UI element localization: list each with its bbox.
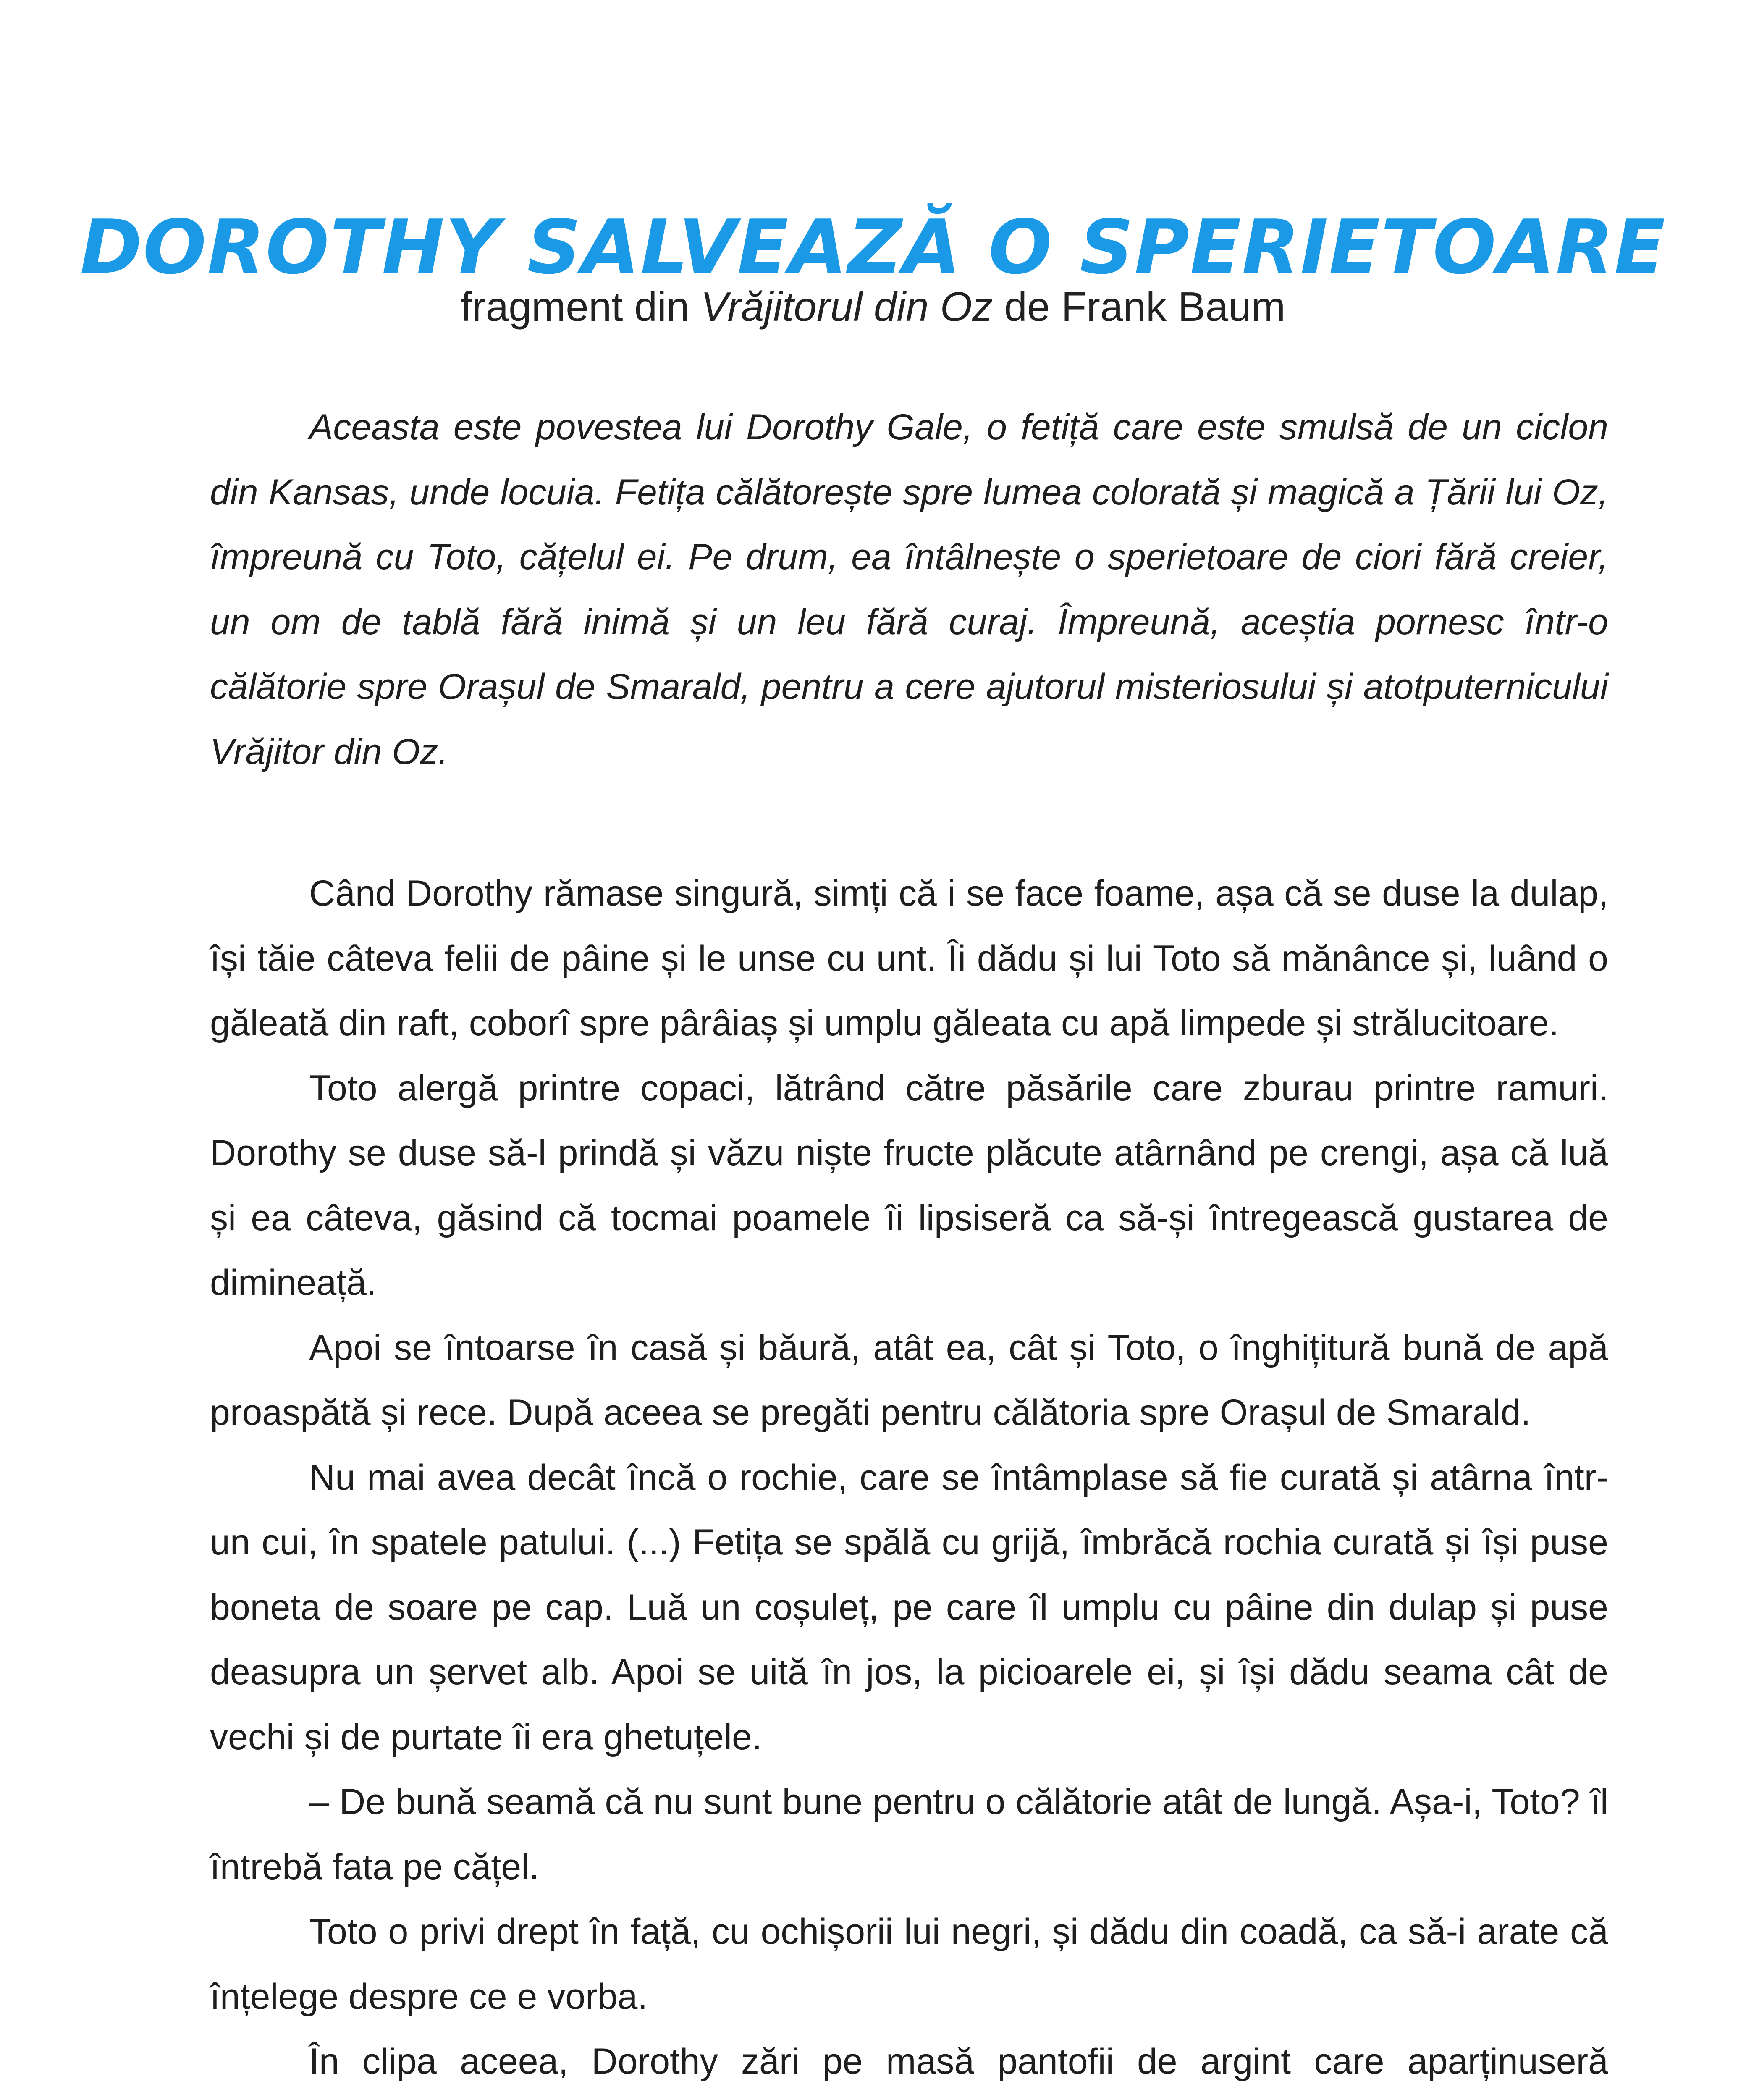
book-title: Vrăjitorul din Oz [700, 284, 993, 330]
story-paragraph: Nu mai avea decât încă o rochie, care se întâmplase să fie curată și atârna într-un cui, în spatele patului. (...) Fetița se spălă cu grijă, îmbrăcă rochia curată și își puse boneta de soare pe cap. Luă un coșuleț, pe care îl umplu cu pâine din dulap și puse deasupra un șervet alb. Apoi se uită în jos, la picioarele ei, și își dădu seama cât de vechi și de purtate îi era ghetuțele. [210, 1457, 1608, 1757]
subtitle-prefix: fragment din [460, 284, 689, 330]
story-paragraph: În clipa aceea, Dorothy zări pe masă pantofii de argint care aparținuseră [309, 2041, 1608, 2082]
chapter-title: DOROTHY SALVEAZĂ O SPERIETOARE [80, 204, 1666, 291]
subtitle-suffix: de Frank Baum [1004, 284, 1286, 330]
intro-section [210, 395, 1608, 784]
story-paragraph: – De bună seamă că nu sunt bune pentru o călătorie atât de lungă. Așa-i, Toto? îl întrebă fata pe cățel. [210, 1782, 1608, 1887]
story-paragraph: Apoi se întoarse în casă și băură, atât ea, cât și Toto, o înghițitură bună de apă proaspătă și rece. După aceea se pregăti pentru călătoria spre Orașul de Smarald. [210, 1327, 1608, 1433]
story-paragraph: Toto alergă printre copaci, lătrând către păsările care zburau printre ramuri. Dorothy se duse să-l prindă și văzu niște fructe plăcute atârnând pe crengi, așa că luă și ea câteva, găsind că tocmai poamele îi lipsiseră ca să-și întregească gustarea de dimineață. [210, 1068, 1608, 1303]
story-paragraph: Toto o privi drept în față, cu ochișorii lui negri, și dădu din coadă, ca să-i arate că înțelege despre ce e vorba. [210, 1911, 1608, 2017]
chapter-subtitle [0, 277, 1746, 336]
story-text [210, 861, 1608, 2100]
intro-paragraph: Aceasta este povestea lui Dorothy Gale, o fetiță care este smulsă de un ciclon din Kansas, unde locuia. Fetița călătorește spre lumea colorată și magică a Țării lui Oz, împreună cu Toto, cățelul ei. Pe drum, ea întâlnește o sperietoare de ciori fără creier, un om de tablă fără inimă și un leu fără curaj. Împreună, aceștia pornesc într-o călătorie spre Orașul de Smarald, pentru a cere ajutorul misteriosului și atotputernicului Vrăjitor din Oz. [210, 407, 1608, 772]
story-paragraph: Când Dorothy rămase singură, simți că i se face foame, așa că se duse la dulap, își tăie câteva felii de pâine și le unse cu unt. Îi dădu și lui Toto să mănânce și, luând o găleată din raft, coborî spre pârâiaș și umplu găleata cu apă limpede și strălucitoare. [210, 873, 1608, 1043]
